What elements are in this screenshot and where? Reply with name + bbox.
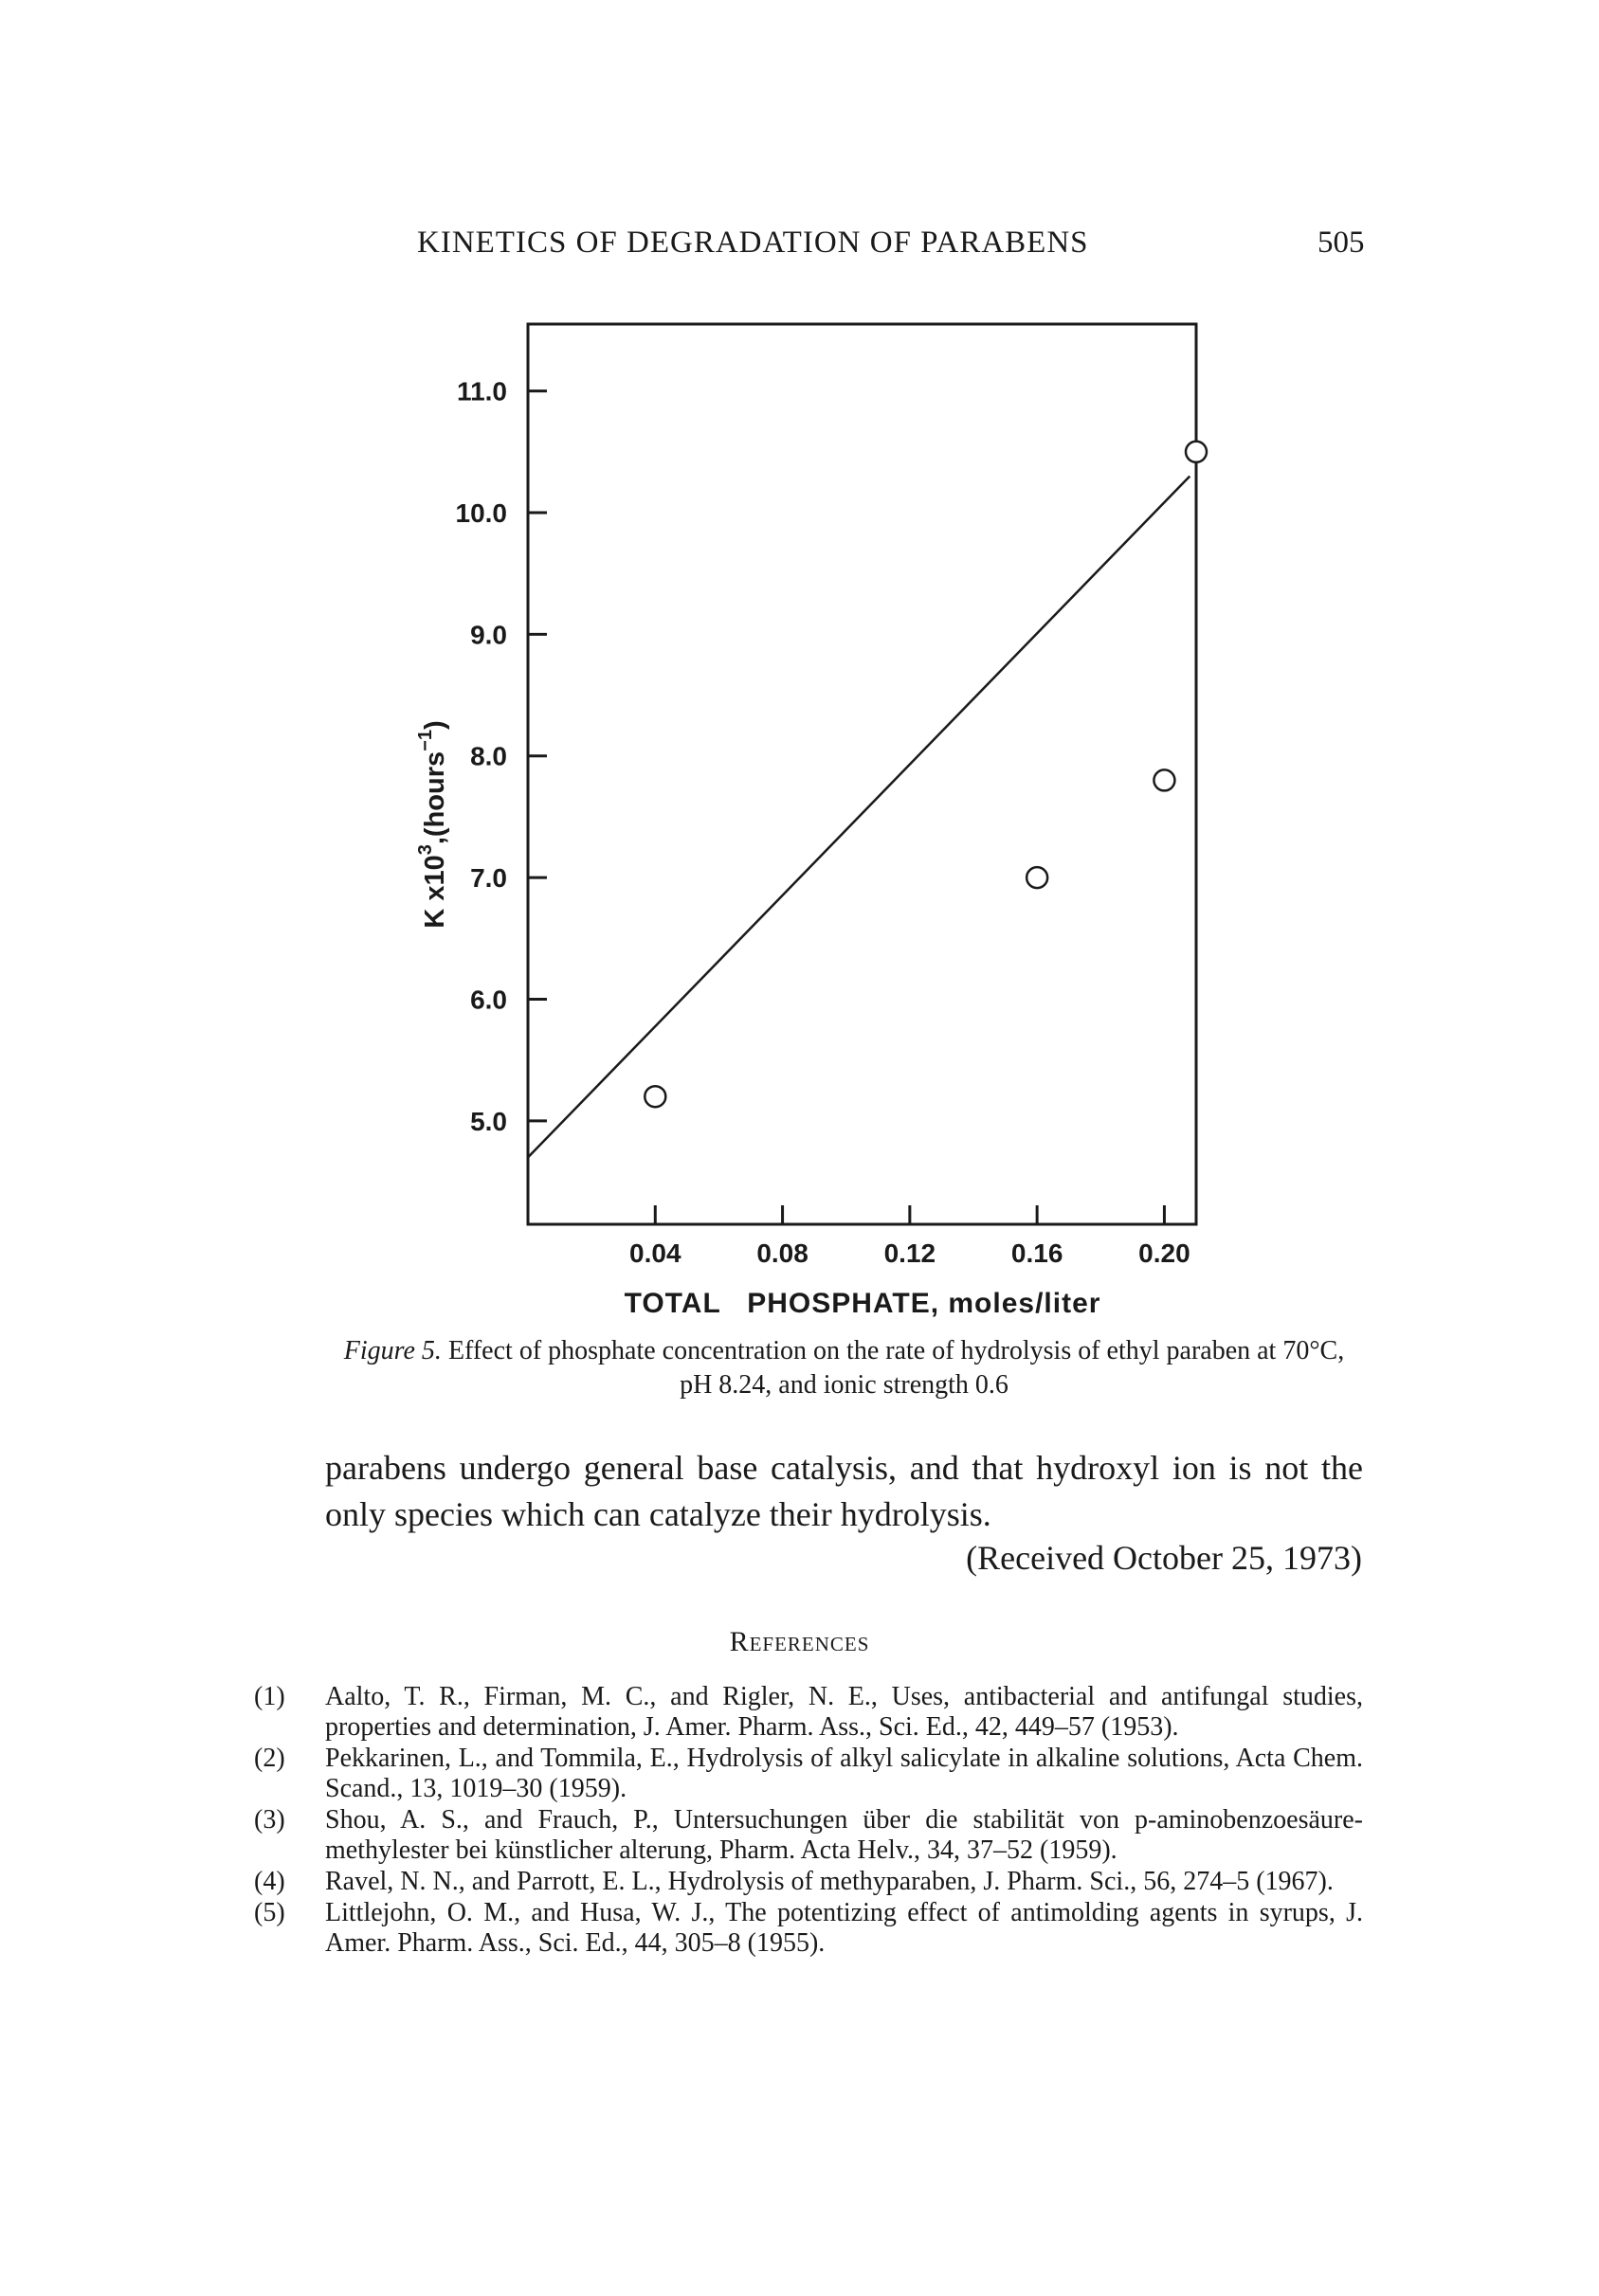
y-tick-label: 11.0 <box>457 376 507 407</box>
x-tick-label: 0.12 <box>883 1238 936 1268</box>
x-tick-label: 0.04 <box>629 1238 681 1268</box>
reference-text: Pekkarinen, L., and Tommila, E., Hydrolysis of alkyl salicylate in alkaline solutions, Acta Chem. Scand., 13, 1019–30 (1959). <box>325 1744 1363 1803</box>
data-point <box>645 1086 665 1107</box>
reference-number: (3) <box>254 1805 285 1835</box>
figure-caption-text: Effect of phosphate concentration on the rate of hydrolysis of ethyl paraben at 70°C, pH 8.24, and ionic strength 0.6 <box>447 1336 1345 1400</box>
y-axis <box>456 377 548 1136</box>
y-tick-label: 7.0 <box>470 863 507 894</box>
received-date: (Received October 25, 1973) <box>966 1539 1362 1577</box>
data-point <box>1027 867 1047 888</box>
body-paragraph: parabens undergo general base catalysis, and that hydroxyl ion is not the only species which can catalyze their hydrolysis. <box>325 1449 1363 1533</box>
reference-number: (4) <box>254 1867 285 1896</box>
reference-item <box>254 1898 1363 1959</box>
y-tick-label: 8.0 <box>470 741 507 771</box>
reference-number: (1) <box>254 1682 285 1711</box>
running-header-title: KINETICS OF DEGRADATION OF PARABENS <box>417 226 1089 260</box>
reference-text: Aalto, T. R., Firman, M. C., and Rigler, N. E., Uses, antibacterial and antifungal studies, properties and determination, J. Amer. Pharm. Ass., Sci. Ed., 42, 449–57 (1953). <box>325 1682 1363 1742</box>
reference-item <box>254 1805 1363 1866</box>
figure-caption <box>325 1334 1363 1402</box>
reference-item <box>254 1744 1363 1804</box>
y-axis-title: K $x10^3,(hours^{-1})$ <box>415 720 450 929</box>
references-heading: References <box>729 1626 870 1657</box>
data-point <box>1154 769 1174 790</box>
reference-text: Ravel, N. N., and Parrott, E. L., Hydrolysis of methyparaben, J. Pharm. Sci., 56, 274–5 (1967). <box>325 1867 1334 1896</box>
y-tick-label: 10.0 <box>455 497 507 528</box>
reference-text: Littlejohn, O. M., and Husa, W. J., The potentizing effect of antimolding agents in syrups, J. Amer. Pharm. Ass., Sci. Ed., 44, 305–8 (1955). <box>325 1898 1363 1958</box>
reference-number: (2) <box>254 1744 285 1773</box>
x-tick-label: 0.08 <box>756 1238 809 1268</box>
reference-text: Shou, A. S., and Frauch, P., Untersuchungen über die stabilität von p-aminobenzoesäure-methylester bei künstlicher alterung, Pharm. Acta Helv., 34, 37–52 (1959). <box>325 1805 1363 1865</box>
x-tick-label: 0.20 <box>1138 1238 1190 1268</box>
reference-item <box>254 1867 1363 1897</box>
y-tick-label: 5.0 <box>470 1106 507 1136</box>
x-axis <box>629 1205 1190 1268</box>
regression-line <box>528 476 1190 1157</box>
data-points <box>645 442 1207 1107</box>
y-tick-label: 6.0 <box>470 985 507 1015</box>
reference-item <box>254 1682 1363 1743</box>
y-tick-label: 9.0 <box>470 620 507 650</box>
page-number: 505 <box>1317 226 1365 260</box>
reference-number: (5) <box>254 1898 285 1927</box>
x-axis-title: TOTAL PHOSPHATE, moles/liter <box>624 1288 1101 1319</box>
x-tick-label: 0.16 <box>1010 1238 1063 1268</box>
plot-frame <box>528 324 1196 1224</box>
reference-list <box>254 1682 1363 1960</box>
data-point <box>1186 442 1207 462</box>
figure-label: Figure 5. <box>343 1336 442 1365</box>
